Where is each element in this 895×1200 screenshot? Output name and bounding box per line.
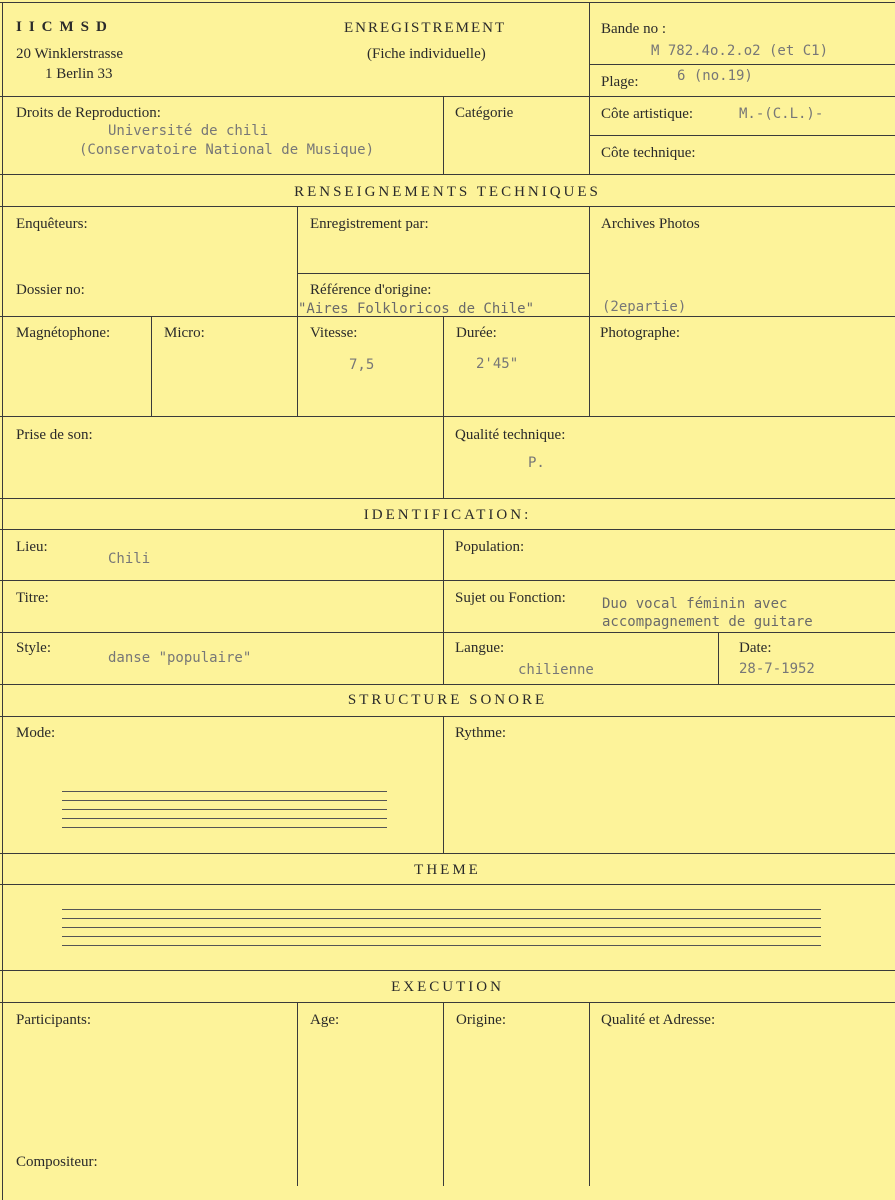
rule: [589, 2, 590, 174]
rule: [443, 1002, 444, 1186]
rule: [0, 884, 895, 885]
duree-label: Durée:: [456, 325, 497, 341]
age-label: Age:: [310, 1012, 340, 1028]
bande-label: Bande no :: [601, 21, 666, 37]
rule: [0, 206, 895, 207]
rule: [443, 316, 444, 416]
langue-value: chilienne: [518, 662, 594, 678]
reference-label: Référence d'origine:: [310, 282, 432, 298]
style-label: Style:: [16, 640, 52, 656]
rule: [443, 529, 444, 684]
rule: [2, 2, 3, 1200]
duree-value: 2'45": [476, 356, 519, 372]
vitesse-value: 7,5: [349, 357, 375, 373]
form-subtitle: (Fiche individuelle): [367, 46, 486, 62]
org-logo: IICMSD: [16, 19, 114, 35]
sujet-value-line-2: accompagnement de guitare: [602, 614, 813, 630]
qualite-technique-value: P.: [528, 455, 545, 471]
date-value: 28-7-1952: [739, 661, 815, 677]
sujet-label: Sujet ou Fonction:: [455, 590, 566, 606]
rule: [443, 96, 444, 174]
cote-artistique-value: M.-(C.L.)-: [739, 106, 824, 122]
reference-value: "Aires Folkloricos de Chile": [298, 301, 535, 317]
magnetophone-label: Magnétophone:: [16, 325, 111, 341]
rule: [0, 1002, 895, 1003]
sujet-value-line-1: Duo vocal féminin avec: [602, 596, 788, 612]
bande-value: M 782.4o.2.o2 (et C1): [651, 43, 829, 59]
prise-de-son-label: Prise de son:: [16, 427, 93, 443]
compositeur-label: Compositeur:: [16, 1154, 98, 1170]
qualite-technique-label: Qualité technique:: [455, 427, 566, 443]
rule: [0, 498, 895, 499]
rule: [0, 580, 895, 581]
rule: [297, 1002, 298, 1186]
section-structure-title: STRUCTURE SONORE: [347, 692, 548, 708]
enregistrement-par-label: Enregistrement par:: [310, 216, 429, 232]
enqueteurs-label: Enquêteurs:: [16, 216, 88, 232]
photographe-label: Photographe:: [600, 325, 680, 341]
rule: [0, 632, 895, 633]
dossier-label: Dossier no:: [16, 282, 85, 298]
rule: [443, 416, 444, 498]
rule: [0, 684, 895, 685]
population-label: Population:: [455, 539, 525, 555]
rule: [151, 316, 152, 416]
date-label: Date:: [739, 640, 772, 656]
rights-value-line-1: Université de chili: [108, 123, 269, 139]
plage-label: Plage:: [601, 74, 639, 90]
section-theme-title: THEME: [414, 862, 481, 878]
rule: [0, 174, 895, 175]
origine-label: Origine:: [456, 1012, 506, 1028]
rights-label: Droits de Reproduction:: [16, 105, 161, 121]
rule: [718, 632, 719, 684]
section-identification-title: IDENTIFICATION:: [363, 507, 532, 523]
rule: [0, 529, 895, 530]
lieu-value: Chili: [108, 551, 151, 567]
rights-value-line-2: (Conservatoire National de Musique): [79, 142, 375, 158]
rule: [0, 96, 895, 97]
address-line-1: 20 Winklerstrasse: [16, 46, 124, 62]
participants-label: Participants:: [16, 1012, 91, 1028]
rule: [589, 64, 895, 65]
langue-label: Langue:: [455, 640, 505, 656]
rule: [589, 135, 895, 136]
rule: [0, 2, 895, 3]
reference-part: (2epartie): [602, 299, 687, 315]
rule: [0, 970, 895, 971]
style-value: danse "populaire": [108, 650, 252, 666]
rule: [0, 716, 895, 717]
rule: [0, 853, 895, 854]
address-line-2: 1 Berlin 33: [45, 66, 113, 82]
rule: [589, 206, 590, 416]
archives-photos-label: Archives Photos: [601, 216, 700, 232]
titre-label: Titre:: [16, 590, 49, 606]
section-tech-title: RENSEIGNEMENTS TECHNIQUES: [294, 184, 601, 200]
section-execution-title: EXECUTION: [391, 979, 504, 995]
rule: [0, 416, 895, 417]
categorie-label: Catégorie: [455, 105, 514, 121]
form-title: ENREGISTREMENT: [344, 20, 507, 36]
rule: [589, 1002, 590, 1186]
cote-technique-label: Côte technique:: [601, 145, 696, 161]
qualite-adresse-label: Qualité et Adresse:: [601, 1012, 716, 1028]
rule: [297, 273, 589, 274]
mode-label: Mode:: [16, 725, 56, 741]
rythme-label: Rythme:: [455, 725, 507, 741]
micro-label: Micro:: [164, 325, 205, 341]
plage-value: 6 (no.19): [677, 68, 753, 84]
rule: [443, 716, 444, 853]
cote-artistique-label: Côte artistique:: [601, 106, 694, 122]
lieu-label: Lieu:: [16, 539, 48, 555]
vitesse-label: Vitesse:: [310, 325, 358, 341]
